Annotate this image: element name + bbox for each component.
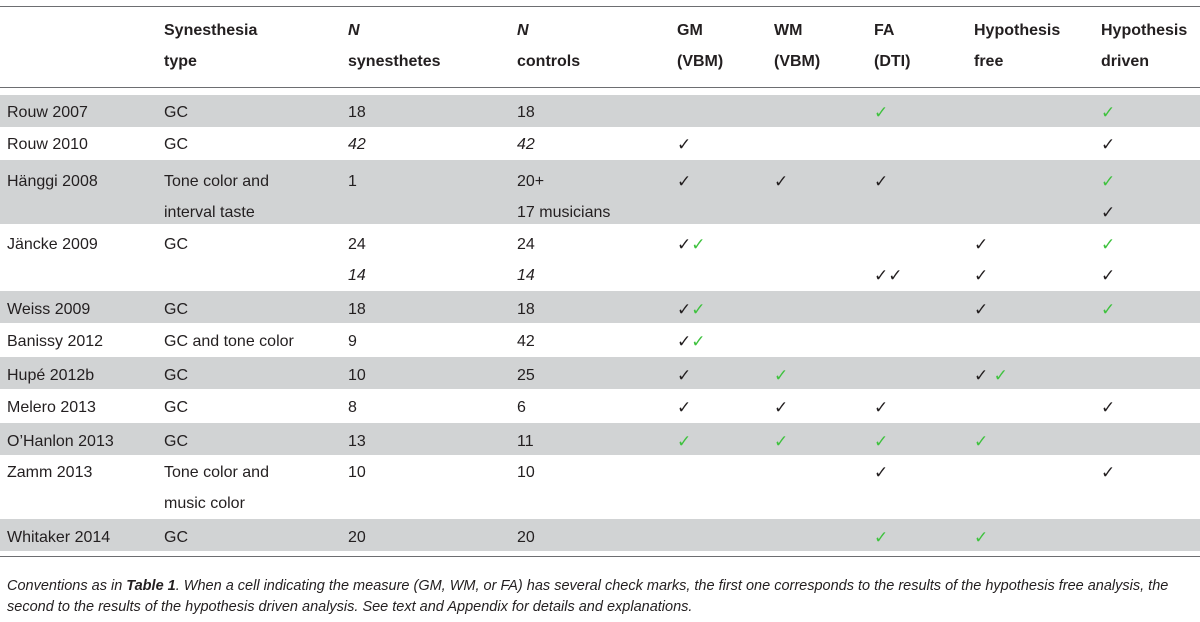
synesthesia-type: Tone color and xyxy=(164,464,269,481)
check-mark-black: ✓ xyxy=(1101,203,1116,223)
check-hypothesis-driven-line-2 xyxy=(1101,203,1115,223)
n-controls: 6 xyxy=(517,399,526,416)
n-synesthetes: 10 xyxy=(348,464,366,481)
check-gm xyxy=(677,172,691,192)
study-name: Hupé 2012b xyxy=(7,367,95,384)
check-gm xyxy=(677,398,691,418)
synesthesia-type: GC xyxy=(164,529,188,546)
study-name: Jäncke 2009 xyxy=(7,236,98,253)
check-mark-green: ✓ xyxy=(691,300,706,320)
synesthesia-type-line-2: interval taste xyxy=(164,204,255,221)
check-mark-black: ✓ xyxy=(1101,463,1116,483)
check-mark-black: ✓ xyxy=(1101,135,1116,155)
n-controls: 42 xyxy=(517,136,535,153)
check-mark-black: ✓ xyxy=(1101,266,1116,286)
table-caption xyxy=(7,576,1197,618)
header-gm-1: GM xyxy=(677,22,703,39)
n-synesthetes: 1 xyxy=(348,173,357,190)
check-hypothesis-free-line-2 xyxy=(974,266,988,286)
check-mark-green: ✓ xyxy=(993,366,1008,386)
n-controls: 24 xyxy=(517,236,535,253)
synesthesia-type: Tone color and xyxy=(164,173,269,190)
check-gm xyxy=(677,135,691,155)
header-fa-2: (DTI) xyxy=(874,53,911,70)
check-mark-green: ✓ xyxy=(774,432,789,452)
check-hypothesis-driven xyxy=(1101,300,1115,320)
synesthesia-type: GC xyxy=(164,367,188,384)
study-name: Whitaker 2014 xyxy=(7,529,111,546)
synesthesia-type-line-2: music color xyxy=(164,495,245,512)
study-name: Hänggi 2008 xyxy=(7,173,98,190)
check-mark-black: ✓ xyxy=(874,266,889,286)
n-synesthetes: 24 xyxy=(348,236,366,253)
check-mark-black: ✓ xyxy=(874,172,889,192)
n-controls: 20+ xyxy=(517,173,545,190)
n-synesthetes: 8 xyxy=(348,399,357,416)
header-n-synesthetes-2: synesthetes xyxy=(348,53,441,70)
header-n-controls-1: N xyxy=(517,22,529,39)
n-controls: 25 xyxy=(517,367,535,384)
check-mark-green: ✓ xyxy=(774,366,789,386)
check-mark-green: ✓ xyxy=(1101,235,1116,255)
n-controls: 20 xyxy=(517,529,535,546)
study-name: Banissy 2012 xyxy=(7,333,104,350)
synesthesia-type: GC xyxy=(164,236,188,253)
check-gm xyxy=(677,300,706,320)
check-mark-black: ✓ xyxy=(774,398,789,418)
check-mark-black: ✓ xyxy=(677,398,692,418)
n-controls: 10 xyxy=(517,464,535,481)
study-name: Rouw 2007 xyxy=(7,104,88,121)
synesthesia-type: GC xyxy=(164,433,188,450)
synesthesia-type: GC and tone color xyxy=(164,333,294,350)
header-fa-1: FA xyxy=(874,22,895,39)
n-controls-line-2: 17 musicians xyxy=(517,204,611,221)
check-mark-black: ✓ xyxy=(974,366,989,386)
header-n-synesthetes-1: N xyxy=(348,22,360,39)
check-hypothesis-driven xyxy=(1101,135,1115,155)
check-mark-black: ✓ xyxy=(774,172,789,192)
check-mark-black: ✓ xyxy=(974,235,989,255)
check-fa xyxy=(874,528,888,548)
study-name: Melero 2013 xyxy=(7,399,96,416)
check-fa xyxy=(874,172,888,192)
header-wm-2: (VBM) xyxy=(774,53,821,70)
check-hypothesis-driven xyxy=(1101,398,1115,418)
synesthesia-type: GC xyxy=(164,104,188,121)
check-mark-black: ✓ xyxy=(677,366,692,386)
check-wm xyxy=(774,366,788,386)
check-hypothesis-free xyxy=(974,528,988,548)
header-wm-1: WM xyxy=(774,22,803,39)
synesthesia-type: GC xyxy=(164,136,188,153)
header-hypothesis-driven-2: driven xyxy=(1101,53,1150,70)
check-hypothesis-free xyxy=(974,432,988,452)
check-mark-black: ✓ xyxy=(874,463,889,483)
check-mark-black: ✓ xyxy=(874,398,889,418)
check-mark-black: ✓ xyxy=(888,266,903,286)
n-controls: 11 xyxy=(517,433,534,450)
check-mark-black: ✓ xyxy=(1101,398,1116,418)
check-hypothesis-free xyxy=(974,235,988,255)
synesthesia-type: GC xyxy=(164,301,188,318)
n-synesthetes: 18 xyxy=(348,301,366,318)
check-fa xyxy=(874,103,888,123)
study-name: Zamm 2013 xyxy=(7,464,93,481)
check-wm xyxy=(774,432,788,452)
check-fa xyxy=(874,463,888,483)
study-name: Rouw 2010 xyxy=(7,136,88,153)
header-synesthesia-type-1: Synesthesia xyxy=(164,22,258,39)
check-hypothesis-driven xyxy=(1101,172,1115,192)
caption-prefix: Conventions as in xyxy=(7,578,127,594)
table-header-rule xyxy=(0,87,1200,88)
check-mark-green: ✓ xyxy=(1101,103,1116,123)
check-gm xyxy=(677,235,706,255)
n-controls: 42 xyxy=(517,333,535,350)
check-wm xyxy=(774,398,788,418)
check-mark-green: ✓ xyxy=(1101,172,1116,192)
header-hypothesis-driven-1: Hypothesis xyxy=(1101,22,1188,39)
check-fa xyxy=(874,398,888,418)
n-synesthetes: 13 xyxy=(348,433,366,450)
header-n-controls-2: controls xyxy=(517,53,581,70)
check-fa xyxy=(874,432,888,452)
n-synesthetes: 10 xyxy=(348,367,366,384)
check-mark-green: ✓ xyxy=(677,432,692,452)
n-synesthetes: 18 xyxy=(348,104,366,121)
check-mark-black: ✓ xyxy=(677,135,692,155)
n-synesthetes: 20 xyxy=(348,529,366,546)
study-name: O’Hanlon 2013 xyxy=(7,433,114,450)
check-mark-green: ✓ xyxy=(691,235,706,255)
check-mark-green: ✓ xyxy=(1101,300,1116,320)
synesthesia-type: GC xyxy=(164,399,188,416)
n-controls: 18 xyxy=(517,301,535,318)
check-hypothesis-driven-line-2 xyxy=(1101,266,1115,286)
check-hypothesis-driven xyxy=(1101,235,1115,255)
check-hypothesis-driven xyxy=(1101,103,1115,123)
table-bottom-rule xyxy=(0,556,1200,557)
check-mark-green: ✓ xyxy=(691,332,706,352)
check-hypothesis-free xyxy=(974,300,988,320)
n-synesthetes: 42 xyxy=(348,136,366,153)
check-mark-black: ✓ xyxy=(677,235,692,255)
header-gm-2: (VBM) xyxy=(677,53,724,70)
check-mark-black: ✓ xyxy=(677,332,692,352)
n-controls-line-2: 14 xyxy=(517,267,535,284)
check-gm xyxy=(677,432,691,452)
check-mark-green: ✓ xyxy=(874,528,889,548)
check-mark-green: ✓ xyxy=(974,528,989,548)
check-mark-green: ✓ xyxy=(874,103,889,123)
check-mark-black: ✓ xyxy=(677,300,692,320)
header-hypothesis-free-2: free xyxy=(974,53,1004,70)
check-mark-black: ✓ xyxy=(974,266,989,286)
check-fa-line-2 xyxy=(874,266,903,286)
check-hypothesis-free xyxy=(974,366,1008,386)
n-controls: 18 xyxy=(517,104,535,121)
study-name: Weiss 2009 xyxy=(7,301,91,318)
check-mark-black: ✓ xyxy=(974,300,989,320)
check-hypothesis-driven xyxy=(1101,463,1115,483)
table-top-rule xyxy=(0,6,1200,7)
caption-table-ref: Table 1 xyxy=(126,578,176,594)
check-mark-black: ✓ xyxy=(677,172,692,192)
header-hypothesis-free-1: Hypothesis xyxy=(974,22,1061,39)
header-synesthesia-type-2: type xyxy=(164,53,197,70)
n-synesthetes: 9 xyxy=(348,333,357,350)
caption-text: . When a cell indicating the measure (GM, WM, or FA) has several check marks, the first one corresponds to the results of the hypothesis free analysis, the second to the results of the hypothesis driven analysis. See text and Appendix for details and explanations. xyxy=(7,578,1169,615)
check-gm xyxy=(677,366,691,386)
check-gm xyxy=(677,332,706,352)
check-mark-green: ✓ xyxy=(874,432,889,452)
check-wm xyxy=(774,172,788,192)
n-synesthetes-line-2: 14 xyxy=(348,267,366,284)
check-mark-green: ✓ xyxy=(974,432,989,452)
